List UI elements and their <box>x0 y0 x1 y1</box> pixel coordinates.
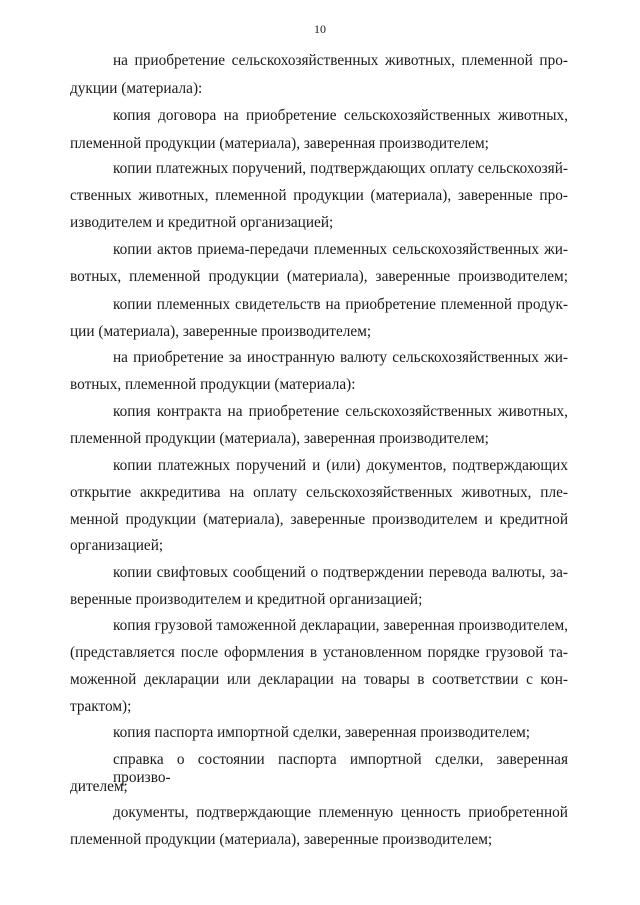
text-line: копия договора на приобретение сельскохозяйственных животных, <box>113 107 568 124</box>
text-line: менной продукции (материала), заверенные производителем и кредитной <box>70 511 568 528</box>
text-line: (представляется после оформления в установленном порядке грузовой та- <box>70 644 568 661</box>
text-line: вотных, племенной продукции (материала): <box>70 376 356 393</box>
text-line: вотных, племенной продукции (материала), заверенные производителем; <box>70 268 568 285</box>
text-line: племенной продукции (материала), заверенная производителем; <box>70 430 489 447</box>
text-line: копии свифтовых сообщений о подтверждении перевода валюты, за- <box>113 564 568 581</box>
text-line: копия грузовой таможенной декларации, заверенная производителем, <box>113 617 568 634</box>
text-line: открытие аккредитива на оплату сельскохозяйственных животных, пле- <box>70 484 568 501</box>
text-line: трактом); <box>70 698 132 715</box>
text-line: копии племенных свидетельств на приобретение племенной продук- <box>113 296 568 313</box>
text-line: веренные производителем и кредитной организацией; <box>70 591 423 608</box>
text-line: копии актов приема-передачи племенных сельскохозяйственных жи- <box>113 241 568 258</box>
text-line: изводителем и кредитной организацией; <box>70 214 334 231</box>
text-line: на приобретение за иностранную валюту сельскохозяйственных жи- <box>113 349 568 366</box>
text-line: дителем; <box>70 778 128 795</box>
text-line: документы, подтверждающие племенную ценность приобретенной <box>113 804 568 821</box>
text-line: справка о состоянии паспорта импортной сделки, заверенная произво- <box>113 751 568 786</box>
text-line: моженной декларации или декларации на товары в соответствии с кон- <box>70 671 568 688</box>
text-line: дукции (материала): <box>70 80 203 97</box>
text-line: на приобретение сельскохозяйственных животных, племенной про- <box>113 52 568 69</box>
text-line: ственных животных, племенной продукции (материала), заверенные про- <box>70 187 568 204</box>
text-line: копии платежных поручений и (или) документов, подтверждающих <box>113 457 568 474</box>
text-line: ции (материала), заверенные производителем; <box>70 323 372 340</box>
text-line: копии платежных поручений, подтверждающих оплату сельскохозяй- <box>113 160 568 177</box>
text-line: племенной продукции (материала), заверенная производителем; <box>70 135 489 152</box>
text-line: копия контракта на приобретение сельскохозяйственных животных, <box>113 403 568 420</box>
text-line: копия паспорта импортной сделки, заверенная производителем; <box>113 724 531 741</box>
text-line: племенной продукции (материала), заверенные производителем; <box>70 831 493 848</box>
text-line: организацией; <box>70 537 164 554</box>
page-number: 10 <box>314 22 326 36</box>
